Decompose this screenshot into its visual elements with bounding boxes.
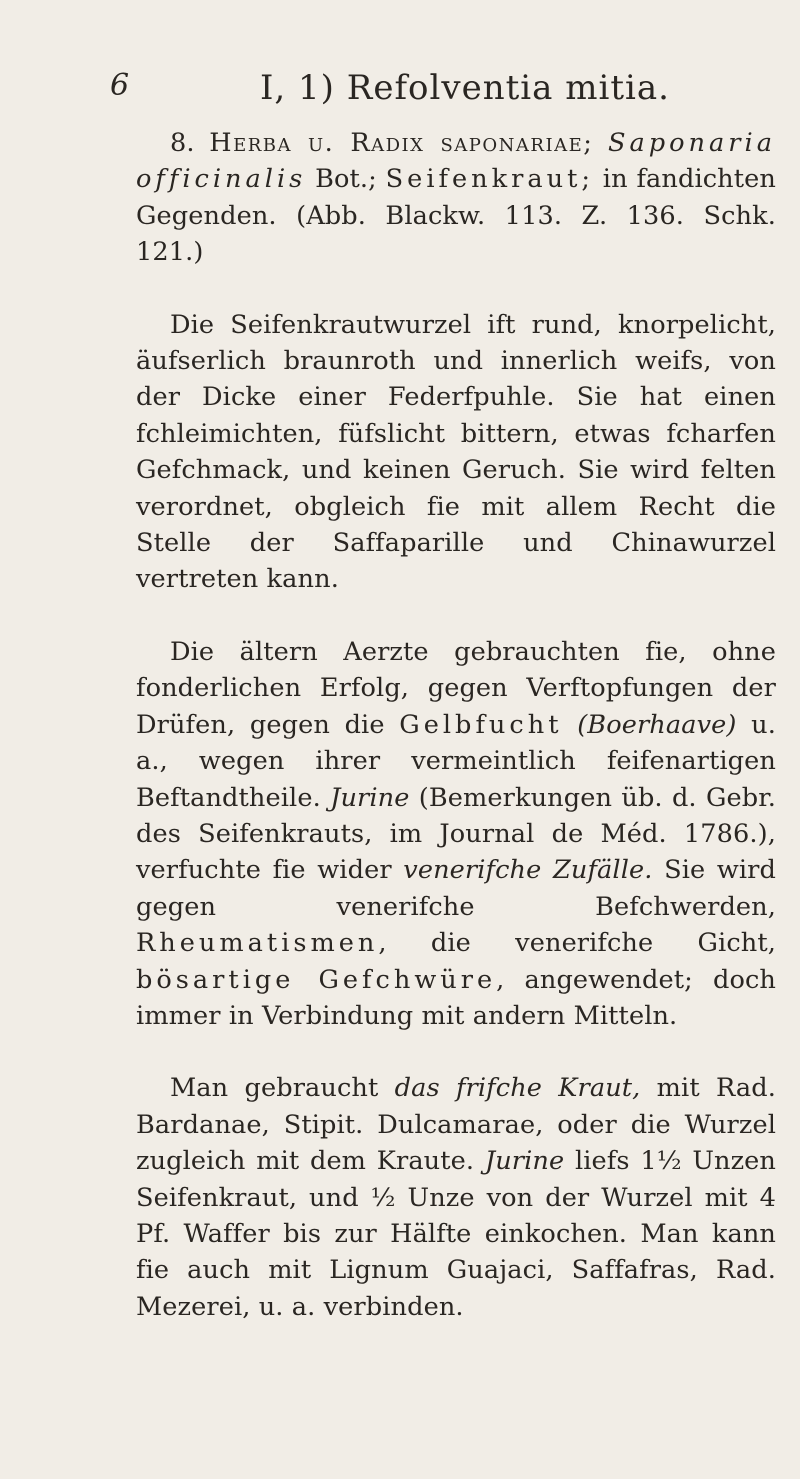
text-run: liefs 1½ Unzen Seifenkraut, und ½ Unze von der Wurzel mit 4 Pf. Waffer bis zur Hälfte einkochen. Man kann fie auch mit Lignum Guajaci, Saffafras, Rad. Mezerei, u. a. verbinden. [136, 1146, 776, 1322]
text-run: Sie wird gegen venerifche Befchwerden, [136, 855, 776, 922]
paragraph-2 [136, 634, 776, 1034]
text-run: , die venerifche Gicht, [378, 928, 776, 959]
bot-abbreviation: Bot.; [315, 164, 377, 195]
text-run: , angewendet; doch immer in Verbindung mit andern Mitteln. [136, 964, 776, 1031]
page-number: 6 [110, 68, 130, 103]
text-body [136, 125, 776, 1325]
habitat: in fandichten Gegenden. [136, 164, 776, 231]
term-frifche-kraut: das frifche Kraut, [394, 1073, 641, 1104]
term-gefchwuere: bösartige Gefchwüre [136, 964, 497, 995]
section-marker: 8. [170, 128, 195, 158]
text-run: u. a., wegen ihrer vermeintlich feifenartigen Beftandtheile. [136, 709, 776, 813]
binomial-name: Saponaria officinalis [136, 128, 776, 195]
text-run: Die ältern Aerzte gebrauchten fie, ohne fonderlichen Erfolg, gegen Verftopfungen der Drüfen, gegen die [136, 636, 776, 740]
citation-boerhaave: (Boerhaave) [577, 709, 737, 740]
text-run: Man gebraucht [170, 1073, 395, 1104]
paragraph-1: Die Seifenkrautwurzel ift rund, knorpelicht, äufserlich braunroth und innerlich weifs, von der Dicke einer Federfpuhle. Sie hat einen fchleimichten, füfslicht bittern, etwas fcharfen Gefchmack, und keinen Geruch. Sie wird felten verordnet, obgleich fie mit allem Recht die Stelle der Saffaparille und Chinawurzel vertreten kann. [136, 309, 776, 595]
text-run: mit Rad. Bardanae, Stipit. Dulcamarae, oder die Wurzel zugleich mit dem Kraute. [136, 1073, 776, 1177]
german-name: Seifenkraut; [385, 164, 595, 195]
term-rheumatismen: Rheumatismen [136, 928, 379, 959]
running-title: I, 1) Refolventia mitia. [260, 68, 670, 108]
section-heading [136, 125, 776, 271]
term-venerifche-zufaelle: venerifche Zufälle. [403, 855, 653, 886]
text-run: (Bemerkungen üb. d. Gebr. des Seifenkrauts, im Journal de Méd. 1786.), verfuchte fie wider [136, 782, 776, 886]
term-gelbfucht: Gelbfucht [399, 709, 563, 740]
author-jurine: Jurine [330, 782, 410, 813]
paragraph-3 [136, 1070, 776, 1325]
running-header [110, 68, 690, 108]
latin-name: Herba u. Radix saponariae; [209, 128, 594, 158]
reference: (Abb. Blackw. 113. Z. 136. Schk. 121.) [136, 200, 776, 268]
author-jurine: Jurine [484, 1146, 565, 1177]
